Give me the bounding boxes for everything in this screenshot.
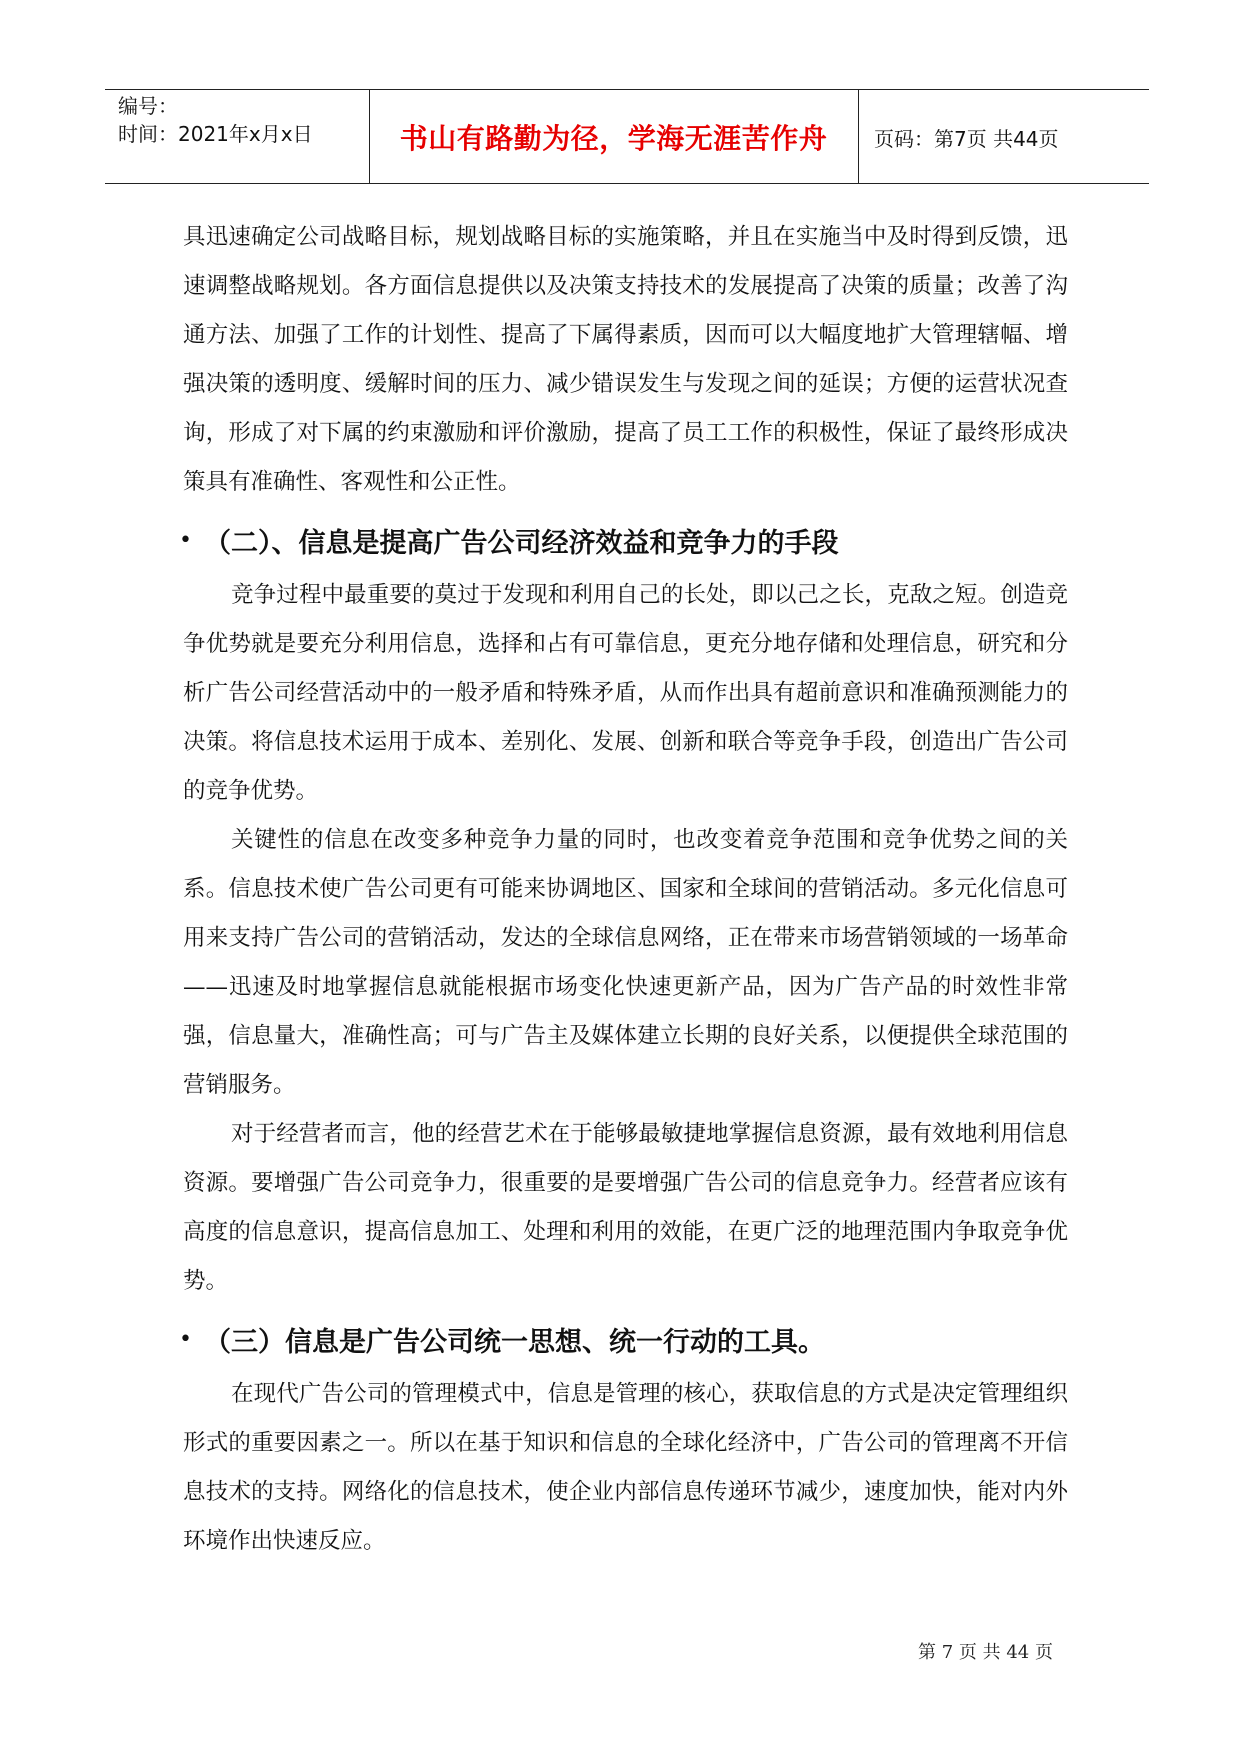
header-page-label: 页码：第7页 共44页 (874, 127, 1059, 151)
paragraph-3: 关键性的信息在改变多种竞争力量的同时，也改变着竞争范围和竞争优势之间的关系。信息技术使广告公司更有可能来协调地区、国家和全球间的营销活动。多元化信息可用来支持广告公司的营销活动，发达的全球信息网络，正在带来市场营销领域的一场革命——迅速及时地掌握信息就能根据市场变化快速更新产品，因为广告产品的时效性非常强，信息量大，准确性高；可与广告主及媒体建立长期的良好关系，以便提供全球范围的营销服务。 (183, 827, 1068, 1098)
section-heading-3 (179, 1312, 1068, 1366)
header-divider-right (858, 89, 859, 183)
header-top-rule (105, 89, 1149, 90)
header-motto: 书山有路勤为径，学海无涯苦作舟 (399, 122, 828, 155)
header-meta (118, 92, 313, 148)
section-heading-2 (179, 513, 1068, 567)
paragraph-2: 竞争过程中最重要的莫过于发现和利用自己的长处，即以己之长，克敌之短。创造竞争优势就是要充分利用信息，选择和占有可靠信息，更充分地存储和处理信息，研究和分析广告公司经营活动中的一般矛盾和特殊矛盾，从而作出具有超前意识和准确预测能力的决策。将信息技术运用于成本、差别化、发展、创新和联合等竞争手段，创造出广告公司的竞争优势。 (183, 582, 1068, 804)
paragraph-1: 具迅速确定公司战略目标，规划战略目标的实施策略，并且在实施当中及时得到反馈，迅速调整战略规划。各方面信息提供以及决策支持技术的发展提高了决策的质量；改善了沟通方法、加强了工作的计划性、提高了下属得素质，因而可以大幅度地扩大管理辖幅、增强决策的透明度、缓解时间的压力、减少错误发生与发现之间的延误；方便的运营状况查询，形成了对下属的约束激励和评价激励，提高了员工工作的积极性，保证了最终形成决策具有准确性、客观性和公正性。 (183, 224, 1068, 495)
section-heading-3-text: （三）信息是广告公司统一思想、统一行动的工具。 (203, 1326, 825, 1358)
page-footer: 第 7 页 共 44 页 (918, 1642, 1053, 1663)
paragraph-5: 在现代广告公司的管理模式中，信息是管理的核心，获取信息的方式是决定管理组织形式的重要因素之一。所以在基于知识和信息的全球化经济中，广告公司的管理离不开信息技术的支持。网络化的信息技术，使企业内部信息传递环节减少，速度加快，能对内外环境作出快速反应。 (183, 1381, 1068, 1554)
bullet-icon: • (179, 527, 192, 553)
header-time-label: 时间：2021年x月x日 (118, 122, 313, 146)
paragraph-4: 对于经营者而言，他的经营艺术在于能够最敏捷地掌握信息资源，最有效地利用信息资源。要增强广告公司竞争力，很重要的是要增强广告公司的信息竞争力。经营者应该有高度的信息意识，提高信息加工、处理和利用的效能，在更广泛的地理范围内争取竞争优势。 (183, 1121, 1068, 1294)
section-heading-2-text: （二）、信息是提高广告公司经济效益和竞争力的手段 (203, 527, 839, 559)
header-number-label: 编号： (118, 94, 178, 118)
bullet-icon: • (179, 1326, 192, 1352)
document-body (179, 213, 1068, 1566)
header-bottom-rule (105, 183, 1149, 184)
